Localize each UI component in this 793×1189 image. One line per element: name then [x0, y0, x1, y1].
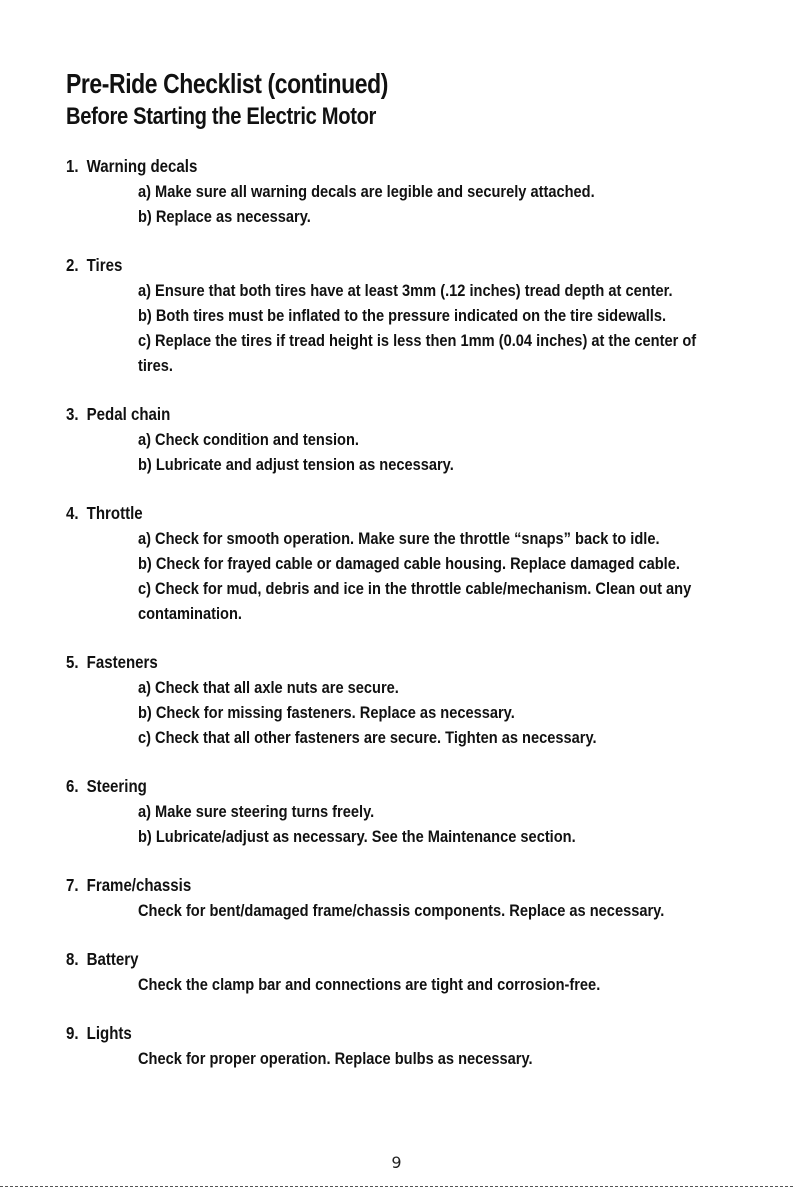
checklist-section	[66, 253, 766, 378]
checklist-section	[66, 774, 766, 849]
section-number: 5.	[66, 652, 79, 672]
section-title: Pedal chain	[86, 404, 171, 424]
section-heading	[66, 1021, 668, 1046]
checklist-item: b) Lubricate and adjust tension as necessary.	[138, 455, 454, 474]
checklist-item: Check for bent/damaged frame/chassis components. Replace as necessary.	[138, 901, 665, 920]
section-heading	[66, 774, 668, 799]
page-subtitle: Before Starting the Electric Motor	[66, 103, 377, 130]
checklist-section	[66, 501, 766, 626]
checklist	[66, 154, 766, 1095]
section-heading	[66, 253, 668, 278]
checklist-section	[66, 1021, 766, 1071]
checklist-item: a) Check for smooth operation. Make sure the throttle “snaps” back to idle.	[138, 529, 660, 548]
section-heading	[66, 154, 668, 179]
section-number: 2.	[66, 255, 79, 275]
checklist-item: b) Lubricate/adjust as necessary. See the Maintenance section.	[138, 827, 576, 846]
section-title: Frame/chassis	[86, 875, 192, 895]
checklist-item: c) Replace the tires if tread height is less then 1mm (0.04 inches) at the center of tires.	[138, 331, 697, 375]
checklist-item: Check for proper operation. Replace bulbs as necessary.	[138, 1049, 533, 1068]
page-title: Pre-Ride Checklist (continued)	[66, 68, 388, 99]
section-title: Tires	[86, 255, 123, 275]
section-title: Throttle	[86, 503, 143, 523]
section-number: 7.	[66, 875, 79, 895]
section-title: Fasteners	[86, 652, 158, 672]
section-title: Lights	[86, 1023, 132, 1043]
checklist-item: b) Check for frayed cable or damaged cable housing. Replace damaged cable.	[138, 554, 680, 573]
section-title: Battery	[86, 949, 139, 969]
checklist-section	[66, 873, 766, 923]
section-heading	[66, 947, 668, 972]
checklist-item: a) Make sure all warning decals are legible and securely attached.	[138, 182, 595, 201]
section-number: 4.	[66, 503, 79, 523]
checklist-item: Check the clamp bar and connections are tight and corrosion-free.	[138, 975, 601, 994]
section-number: 9.	[66, 1023, 79, 1043]
section-number: 1.	[66, 156, 79, 176]
checklist-section	[66, 154, 766, 229]
checklist-section	[66, 947, 766, 997]
section-number: 6.	[66, 776, 79, 796]
checklist-section	[66, 402, 766, 477]
page-number: 9	[391, 1153, 402, 1172]
checklist-item: a) Check condition and tension.	[138, 430, 359, 449]
checklist-item: c) Check that all other fasteners are secure. Tighten as necessary.	[138, 728, 597, 747]
checklist-item: b) Check for missing fasteners. Replace as necessary.	[138, 703, 515, 722]
section-number: 3.	[66, 404, 79, 424]
section-title: Steering	[86, 776, 147, 796]
section-heading	[66, 873, 668, 898]
bottom-divider	[0, 1186, 793, 1187]
section-heading	[66, 402, 668, 427]
section-heading	[66, 650, 668, 675]
section-title: Warning decals	[86, 156, 198, 176]
checklist-item: a) Check that all axle nuts are secure.	[138, 678, 399, 697]
checklist-item: b) Replace as necessary.	[138, 207, 311, 226]
checklist-item: a) Make sure steering turns freely.	[138, 802, 375, 821]
checklist-section	[66, 650, 766, 750]
checklist-item: a) Ensure that both tires have at least 3mm (.12 inches) tread depth at center.	[138, 281, 673, 300]
section-number: 8.	[66, 949, 79, 969]
checklist-item: c) Check for mud, debris and ice in the throttle cable/mechanism. Clean out any contamination.	[138, 579, 692, 623]
section-heading	[66, 501, 668, 526]
checklist-item: b) Both tires must be inflated to the pressure indicated on the tire sidewalls.	[138, 306, 667, 325]
